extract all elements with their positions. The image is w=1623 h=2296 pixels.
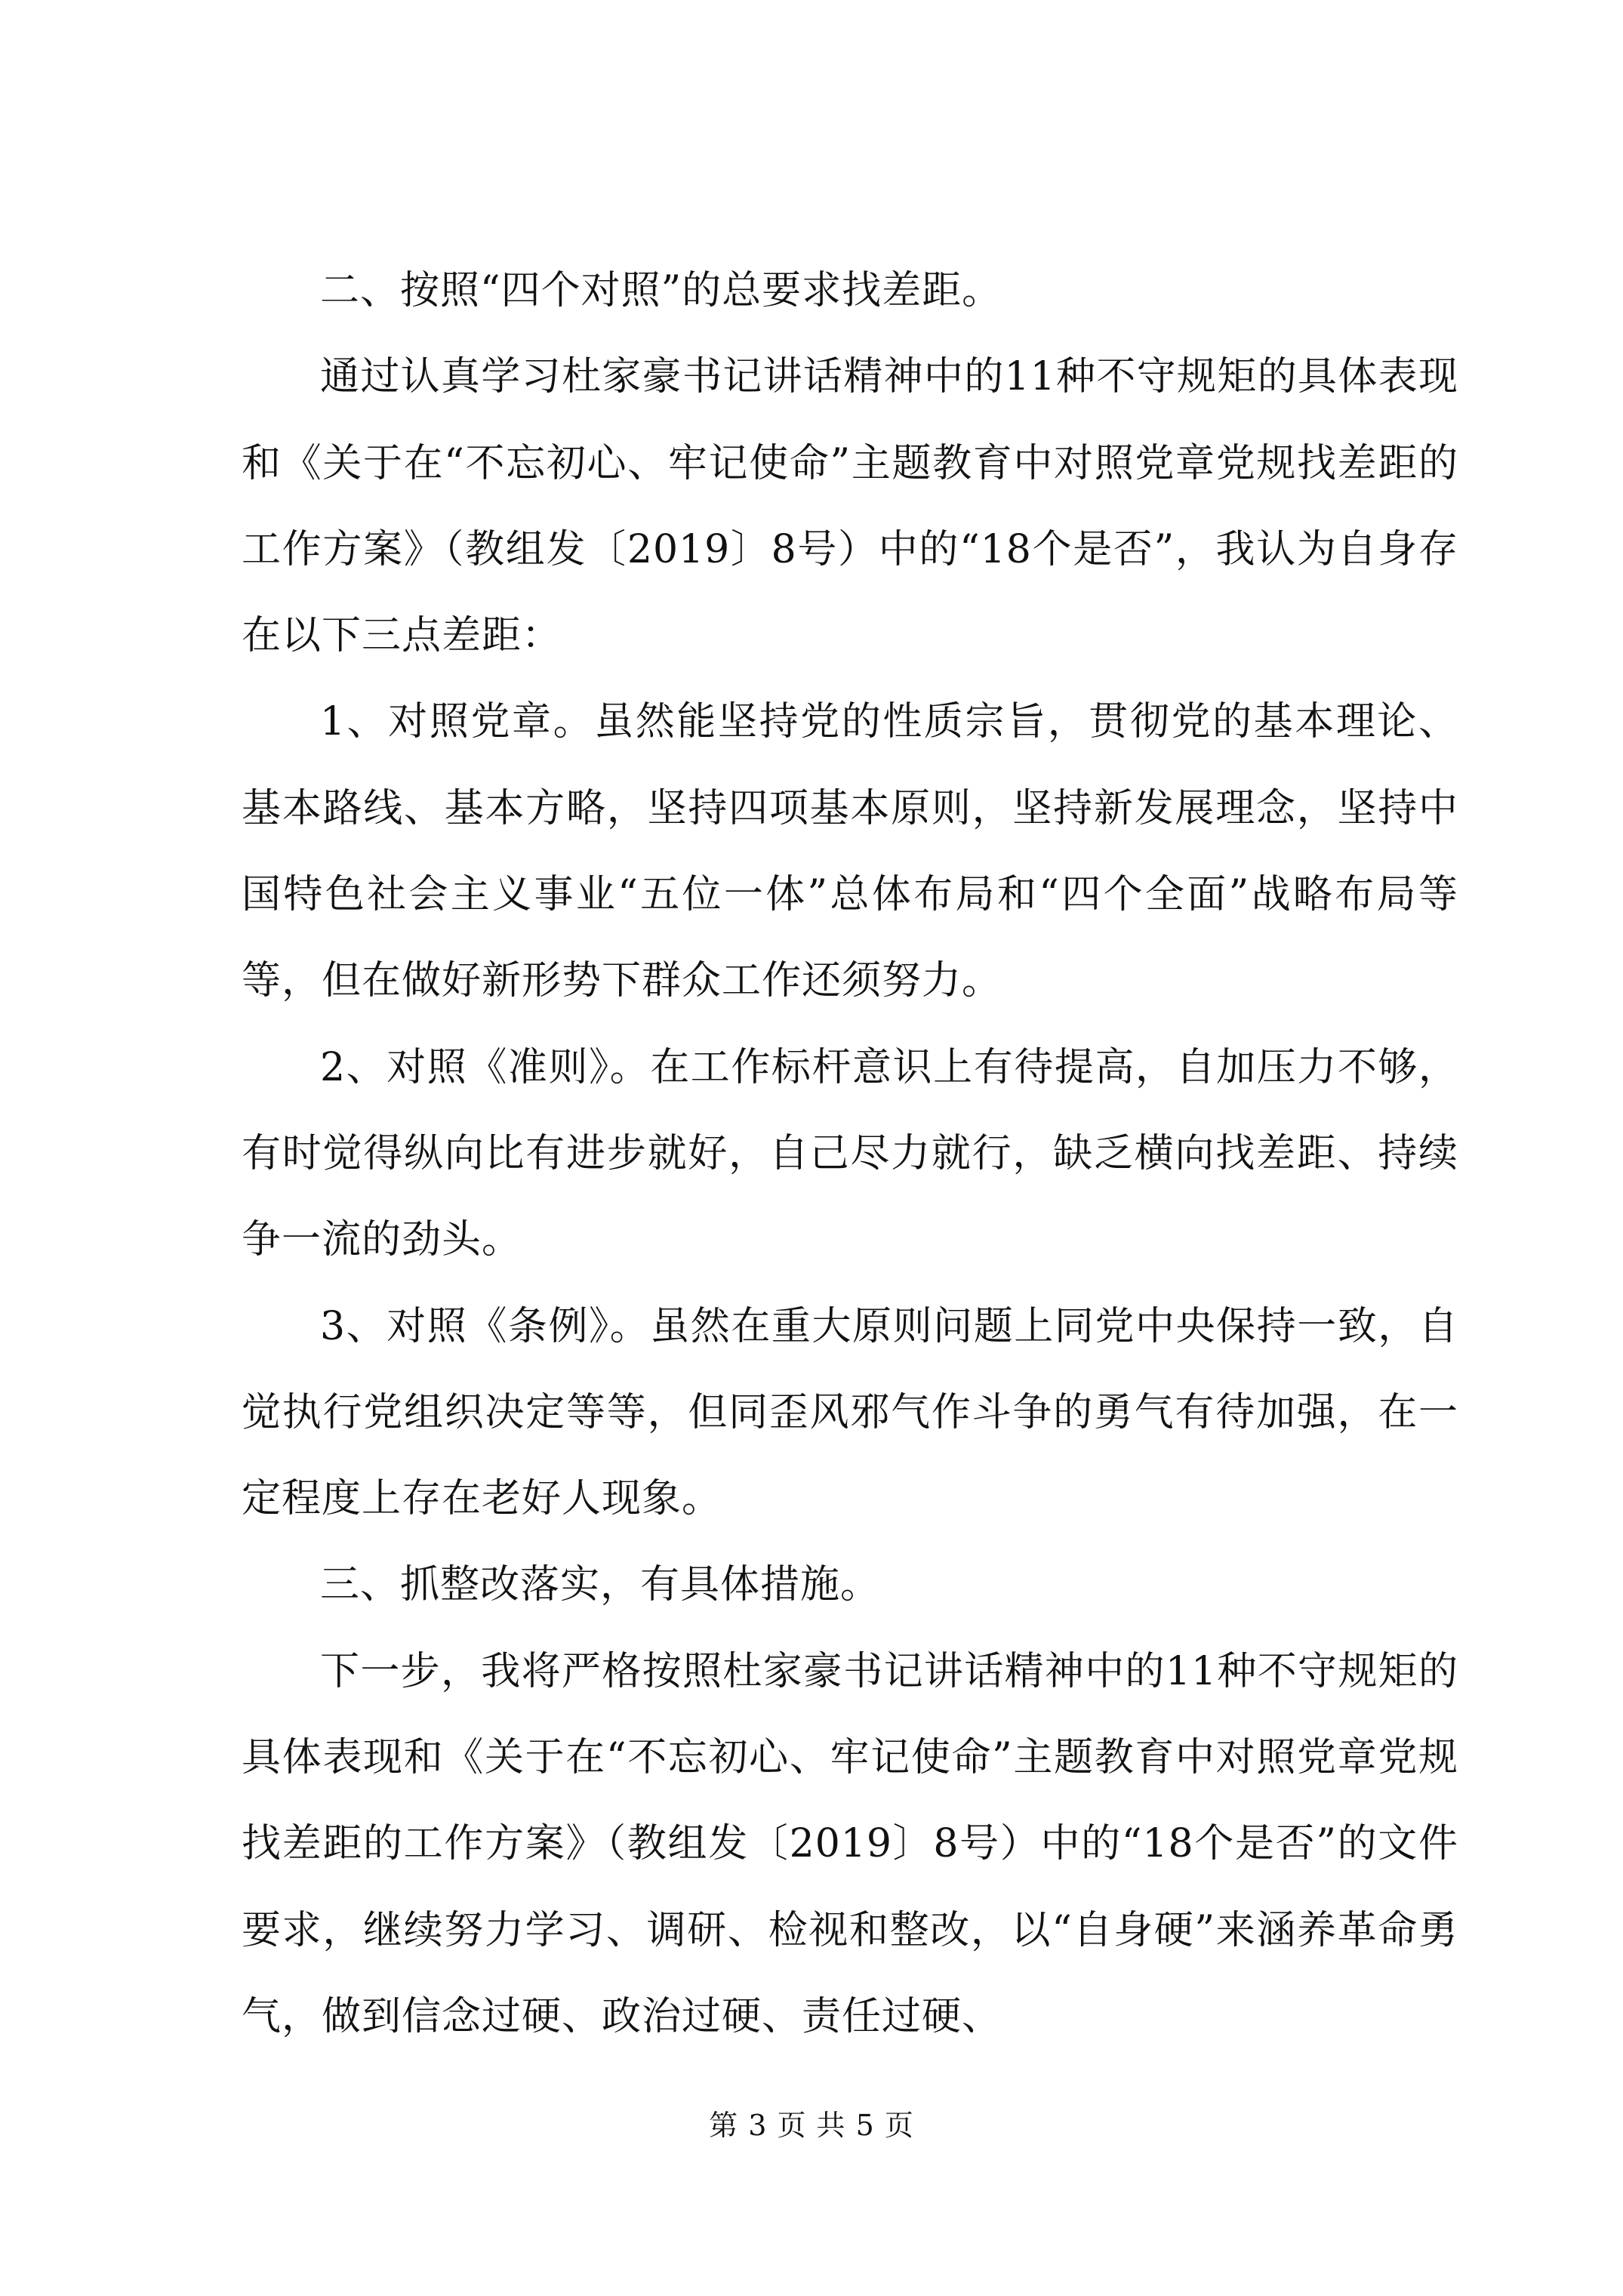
paragraph-regulations: 3、对照《条例》。虽然在重大原则问题上同党中央保持一致，自觉执行党组织决定等等，但同歪风邪气作斗争的勇气有待加强，在一定程度上存在老好人现象。 — [242, 1303, 1458, 1522]
section-heading-three: 三、抓整改落实，有具体措施。 — [320, 1562, 881, 1608]
paragraph-next-steps: 下一步，我将严格按照杜家豪书记讲话精神中的11种不守规矩的具体表现和《关于在“不忘初心、牢记使命”主题教育中对照党章党规找差距的工作方案》（教组发〔2019〕8号）中的“18个是否”的文件要求，继续努力学习、调研、检视和整改，以“自身硬”来涵养革命勇气，做到信念过硬、政治过硬、责任过硬、 — [242, 1648, 1458, 2039]
paragraph-guidelines: 2、对照《准则》。在工作标杆意识上有待提高，自加压力不够，有时觉得纵向比有进步就好，自己尽力就行，缺乏横向找差距、持续争一流的劲头。 — [242, 1044, 1458, 1263]
section-heading-two: 二、按照“四个对照”的总要求找差距。 — [320, 268, 1002, 313]
document-body — [242, 248, 1458, 2060]
paragraph-party-constitution: 1、对照党章。虽然能坚持党的性质宗旨，贯彻党的基本理论、基本路线、基本方略，坚持四项基本原则，坚持新发展理念，坚持中国特色社会主义事业“五位一体”总体布局和“四个全面”战略布局等等，但在做好新形势下群众工作还须努力。 — [242, 699, 1458, 1004]
page-number-footer: 第 3 页 共 5 页 — [709, 2109, 914, 2142]
paragraph-intro-gaps: 通过认真学习杜家豪书记讲话精神中的11种不守规矩的具体表现和《关于在“不忘初心、牢记使命”主题教育中对照党章党规找差距的工作方案》（教组发〔2019〕8号）中的“18个是否”，我认为自身存在以下三点差距： — [242, 354, 1458, 659]
